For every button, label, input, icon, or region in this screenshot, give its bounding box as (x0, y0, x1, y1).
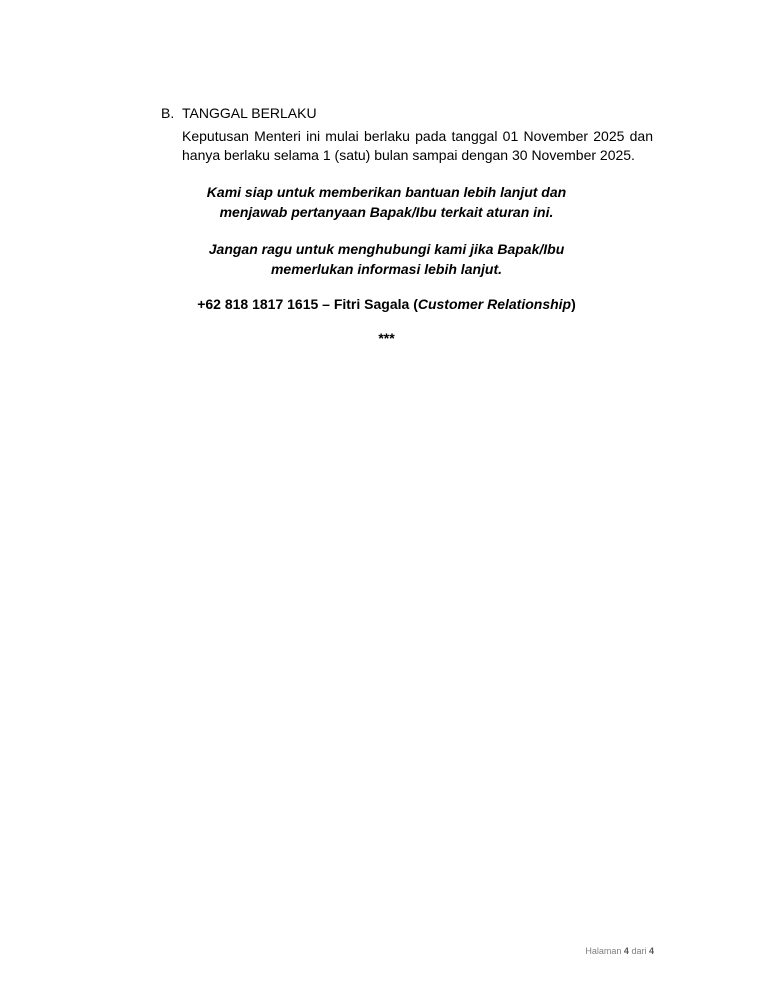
assistance-message (0, 182, 773, 222)
section-title: TANGGAL BERLAKU (182, 105, 317, 121)
section-b (161, 104, 653, 165)
contact-close-paren: ) (571, 296, 576, 312)
page-current: 4 (623, 946, 629, 956)
page-total: 4 (648, 946, 654, 956)
assistance-line-1: Kami siap untuk memberikan bantuan lebih lanjut dan (206, 184, 567, 200)
contact-invitation (0, 239, 773, 279)
invitation-line-1: Jangan ragu untuk menghubungi kami jika Bapak/Ibu (208, 241, 565, 257)
assistance-line-2: menjawab pertanyaan Bapak/Ibu terkait aturan ini. (219, 204, 554, 220)
page-middle: dari (631, 946, 647, 956)
page-number (585, 946, 654, 956)
contact-line (0, 294, 773, 314)
section-heading (161, 104, 653, 123)
contact-phone-name: +62 818 1817 1615 – Fitri Sagala ( (197, 296, 418, 312)
contact-role: Customer Relationship (417, 296, 572, 312)
page-prefix: Halaman (585, 946, 622, 956)
invitation-line-2: memerlukan informasi lebih lanjut. (270, 261, 503, 277)
section-paragraph: Keputusan Menteri ini mulai berlaku pada tanggal 01 November 2025 dan hanya berlaku selama 1 (satu) bulan sampai dengan 30 November 2025. (182, 128, 653, 163)
separator: *** (378, 330, 395, 346)
section-letter: B. (161, 105, 175, 121)
